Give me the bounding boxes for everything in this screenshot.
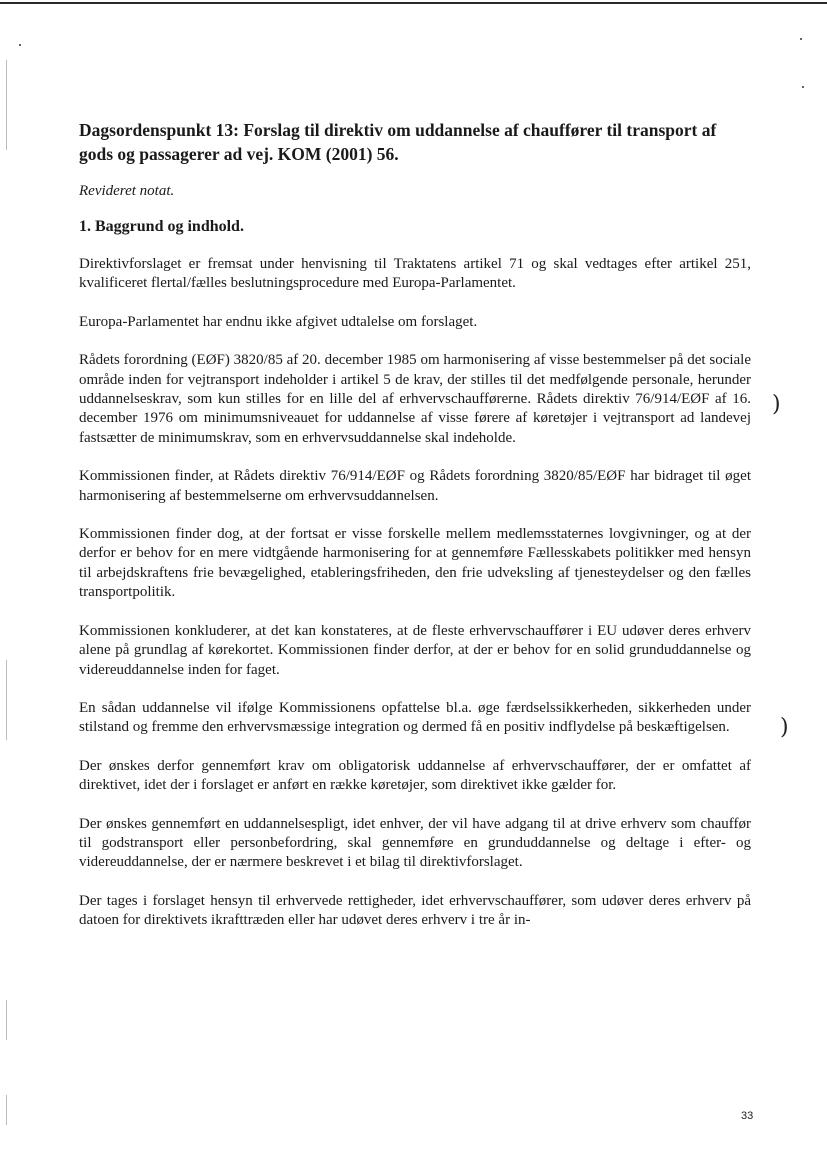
document-body bbox=[79, 118, 751, 950]
section-title: 1. Baggrund og indhold. bbox=[79, 218, 244, 235]
margin-mark: ) bbox=[780, 715, 789, 740]
margin-mark: ) bbox=[772, 392, 781, 417]
left-margin-scan-line bbox=[6, 660, 7, 740]
paragraph: Der ønskes derfor gennemført krav om obligatorisk uddannelse af erhvervschauffører, der er omfattet af direktivet, idet der i forslaget er anført en række køretøjer, som direktivet ikke gælder for. bbox=[79, 757, 751, 794]
paragraph: Kommissionen finder, at Rådets direktiv 76/914/EØF og Rådets forordning 3820/85/EØF har bidraget til øget harmonisering af bestemmelserne om erhvervsuddannelsen. bbox=[79, 468, 751, 504]
paragraph: Kommissionen konkluderer, at det kan konstateres, at de fleste erhvervschauffører i EU udøver deres erhverv alene på grundlag af kørekortet. Kommissionen finder derfor, at der er behov for en solid grunduddannelse og videreuddannelse inden for faget. bbox=[79, 622, 751, 678]
scan-speck bbox=[19, 44, 21, 46]
left-margin-scan-line bbox=[6, 1000, 7, 1040]
scan-edge-line bbox=[0, 2, 827, 4]
scan-speck bbox=[800, 38, 802, 40]
document-subtitle: Revideret notat. bbox=[79, 183, 175, 199]
paragraph: Rådets forordning (EØF) 3820/85 af 20. december 1985 om harmonisering af visse bestemmelser på det sociale område inden for vejtransport indeholder i artikel 5 de krav, der stilles til det medfølgende personale, herunder uddannelseskrav, som kun stilles for en lille del af erhvervschaufførerne. Rådets direktiv 76/914/EØF af 16. december 1976 om minimumsniveauet for uddannelse af visse førere af køretøjer i vejtransport ad landevej fastsætter de minimumskrav, som en erhvervsuddannelse skal indeholde. bbox=[79, 352, 751, 446]
left-margin-scan-line bbox=[6, 1095, 7, 1125]
paragraph: En sådan uddannelse vil ifølge Kommissionens opfattelse bl.a. øge færdselssikkerheden, sikkerheden under stilstand og fremme den erhvervsmæssige integration og dermed få en positiv indflydelse på beskæftigelsen. bbox=[79, 699, 751, 736]
paragraph: Kommissionen finder dog, at der fortsat er visse forskelle mellem medlemsstaternes lovgivninger, og at der derfor er behov for en mere vidtgående harmonisering for at gennemføre Fællesskabets politikker med hensyn til arbejdskraftens frie bevægelighed, etableringsfriheden, den frie udveksling af tjenesteydelser og den fælles transportpolitik. bbox=[79, 526, 751, 601]
paragraph: Direktivforslaget er fremsat under henvisning til Traktatens artikel 71 og skal vedtages efter artikel 251, kvalificeret flertal/fælles beslutningsprocedure med Europa-Parlamentet. bbox=[79, 256, 751, 292]
paragraph: Der tages i forslaget hensyn til erhvervede rettigheder, idet erhvervschauffører, som udøver deres erhverv på datoen for direktivets ikrafttræden eller har udøvet deres erhverv i tre år in- bbox=[79, 892, 751, 929]
document-heading: Dagsordenspunkt 13: Forslag til direktiv om uddannelse af chauffører til transport af gods og passagerer ad vej. KOM (2001) 56. bbox=[79, 120, 717, 164]
left-margin-scan-line bbox=[6, 60, 7, 150]
scan-speck bbox=[802, 86, 804, 88]
paragraph: Europa-Parlamentet har endnu ikke afgivet udtalelse om forslaget. bbox=[79, 313, 478, 330]
paragraph: Der ønskes gennemført en uddannelsespligt, idet enhver, der vil have adgang til at drive erhverv som chauffør til godstransport eller personbefordring, skal gennemføre en grunduddannelse og deltage i efter- og videreuddannelse, der er nærmere beskrevet i et bilag til direktivforslaget. bbox=[79, 815, 751, 871]
page-number: 33 bbox=[741, 1110, 754, 1122]
